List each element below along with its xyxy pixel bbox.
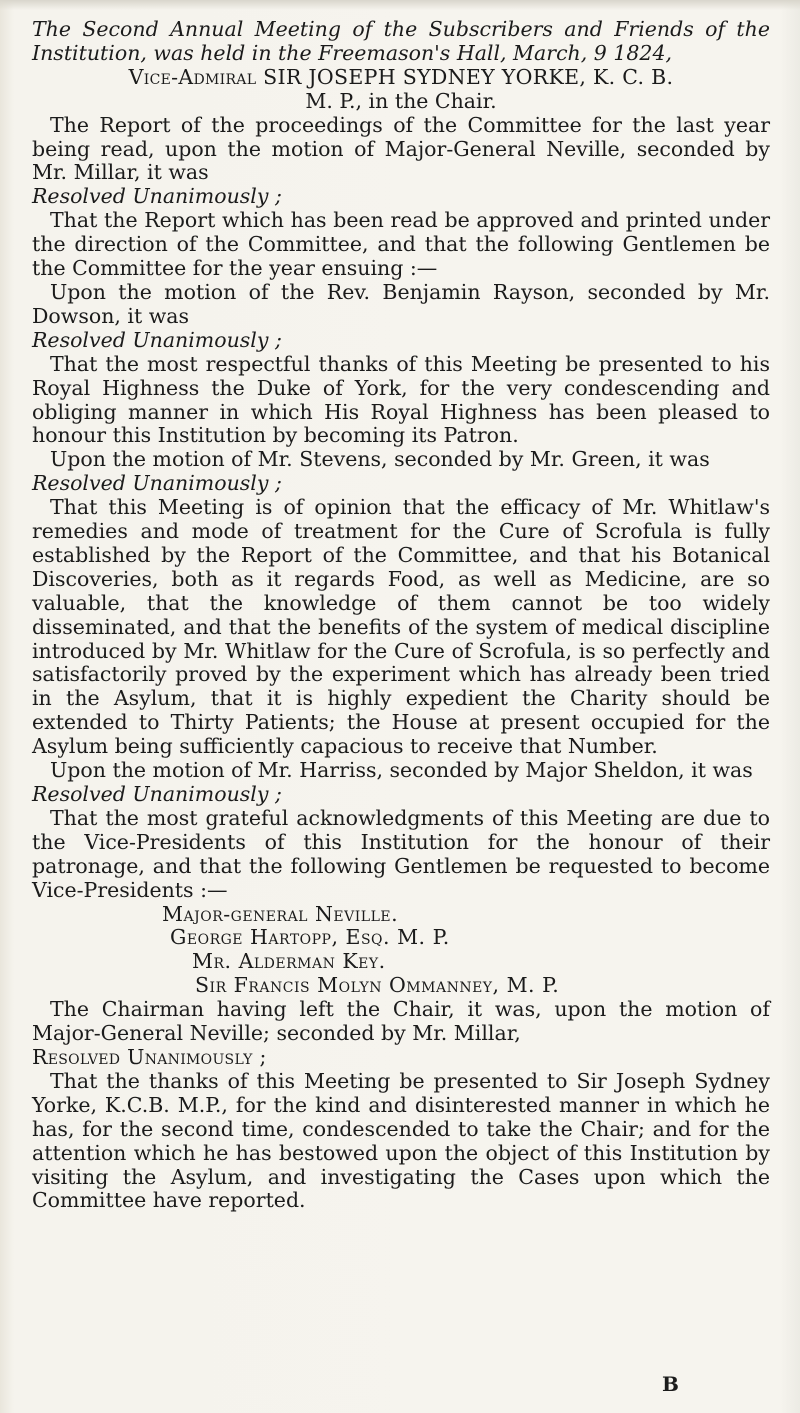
vice-president-key: Mr. Alderman Key. <box>192 949 386 974</box>
paragraph-report-motion: The Report of the proceedings of the Committee for the last year being read, upon the motion of Major-General Neville, seconded by Mr. Millar, it was <box>32 112 770 185</box>
chairman-role: M. P., in the Chair. <box>305 88 497 113</box>
vice-president-hartopp: George Hartopp, Esq. M. P. <box>170 925 450 950</box>
vice-president-neville: Major-general Neville. <box>162 901 399 926</box>
paragraph-vice-presidents: That the most grateful acknowledgments of this Meeting are due to the Vice-Presidents of this Institution for the honour of their patronage, and that the following Gentlemen be requested to become Vice-Presidents :— <box>32 805 770 902</box>
paragraph-report-approved: That the Report which has been read be approved and printed under the direction of the Committee, and that the following Gentlemen be the Committee for the year ensuing :— <box>32 208 770 281</box>
resolved-label-3: Resolved Unanimously ; <box>32 471 282 496</box>
resolved-label-1: Resolved Unanimously ; <box>32 184 282 209</box>
printer-signature-mark: B <box>662 1372 679 1396</box>
resolved-label-2: Resolved Unanimously ; <box>32 327 282 352</box>
paragraph-whitlaw-remedies: That this Meeting is of opinion that the efficacy of Mr. Whitlaw's remedies and mode of treatment for the Cure of Scrofula is fully established by the Report of the Committee, and that his Botanical Discoveries, both as it regards Food, as well as Medicine, are so valuable, that the knowledge of them cannot be too widely disseminated, and that the benefits of the system of medical discipline introduced by Mr. Whitlaw for the Cure of Scrofula, is so perfectly and satisfactorily proved by the experiment which has already been tried in the Asylum, that it is highly expedient the Charity should be extended to Thirty Patients; the House at present occupied for the Asylum being sufficiently capacious to receive that Number. <box>32 495 770 759</box>
page-edge-shadow <box>0 0 800 10</box>
document-body <box>32 18 770 1213</box>
paragraph-chairman-left: The Chairman having left the Chair, it was, upon the motion of Major-General Neville; seconded by Mr. Millar, <box>32 997 770 1046</box>
paragraph-yorke-thanks: That the thanks of this Meeting be presented to Sir Joseph Sydney Yorke, K.C.B. M.P., for the kind and disinterested manner in which he has, for the second time, condescended to take the Chair; and for the attention which he has bestowed upon the object of this Institution by visiting the Asylum, and investigating the Cases upon which the Committee have reported. <box>32 1068 770 1213</box>
chairman-line <box>32 66 770 114</box>
paragraph-harriss-motion: Upon the motion of Mr. Harriss, seconded by Major Sheldon, it was <box>50 758 753 783</box>
resolved-label-5: Resolved Unanimously ; <box>32 1044 267 1069</box>
meeting-heading: The Second Annual Meeting of the Subscribers and Friends of the Institution, was held in the Freemason's Hall, March, 9 1824, <box>32 17 770 65</box>
paragraph-stevens-motion: Upon the motion of Mr. Stevens, seconded by Mr. Green, it was <box>50 447 710 472</box>
paragraph-rayson-motion: Upon the motion of the Rev. Benjamin Rayson, seconded by Mr. Dowson, it was <box>32 279 770 328</box>
chairman-name: Vice-Admiral SIR JOSEPH SYDNEY YORKE, K. C. B. <box>128 64 674 89</box>
vice-president-ommanney: Sir Francis Molyn Ommanney, M. P. <box>195 973 560 998</box>
paragraph-duke-thanks: That the most respectful thanks of this Meeting be presented to his Royal Highness the Duke of York, for the very condescending and obliging manner in which His Royal Highness has been pleased to honour this Institution by becoming its Patron. <box>32 351 770 448</box>
resolved-label-4: Resolved Unanimously ; <box>32 782 282 806</box>
